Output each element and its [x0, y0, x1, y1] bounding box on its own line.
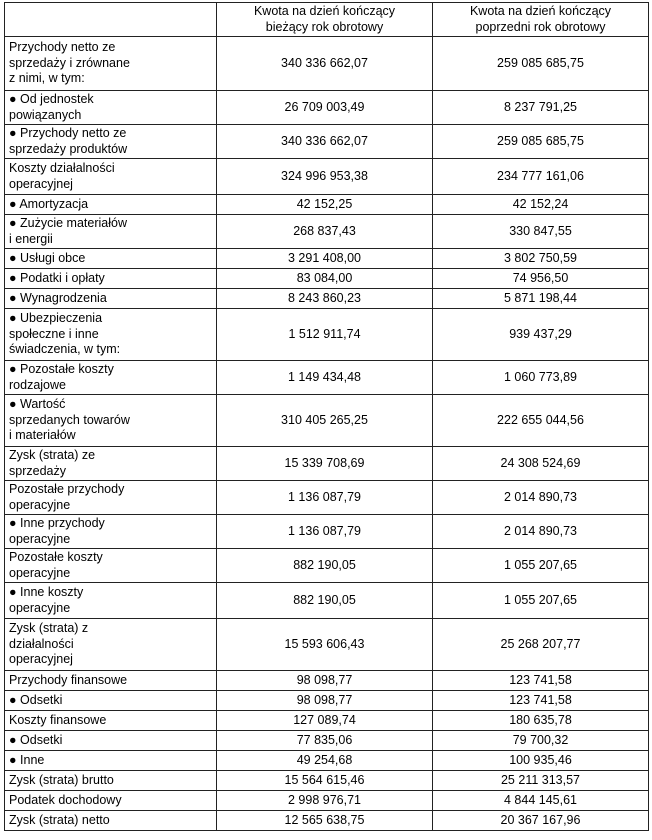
row-label-line: Przychody netto ze	[9, 40, 116, 55]
current-year-value: 8 243 860,23	[217, 289, 433, 309]
current-year-value: 83 084,00	[217, 269, 433, 289]
row-label-line: ● Wartość	[9, 397, 66, 412]
row-label-line: sprzedaży	[9, 463, 66, 478]
header-previous-line1: Kwota na dzień kończący	[469, 4, 612, 18]
current-year-value: 12 565 638,75	[217, 811, 433, 831]
row-label-line: Pozostałe koszty	[9, 550, 103, 564]
current-year-value: 324 996 953,38	[217, 159, 433, 195]
row-label	[5, 361, 217, 395]
row-label-line: Zysk (strata) ze	[9, 448, 96, 462]
previous-year-value: 4 844 145,61	[433, 791, 649, 811]
row-label	[5, 731, 217, 751]
table-row	[5, 289, 649, 309]
row-label-line: Zysk (strata) netto	[9, 812, 110, 827]
row-label-line: ● Usługi obce	[9, 250, 86, 265]
table-row	[5, 771, 649, 791]
header-previous-line2: poprzedni rok obrotowy	[475, 19, 606, 34]
previous-year-value: 25 268 207,77	[433, 619, 649, 671]
financial-statement-table	[4, 2, 649, 831]
current-year-value: 3 291 408,00	[217, 249, 433, 269]
row-label	[5, 619, 217, 671]
current-year-value: 15 339 708,69	[217, 447, 433, 481]
current-year-value: 268 837,43	[217, 215, 433, 249]
table-row	[5, 583, 649, 619]
previous-year-value: 2 014 890,73	[433, 515, 649, 549]
table-row	[5, 159, 649, 195]
header-label-column	[5, 3, 217, 37]
row-label	[5, 671, 217, 691]
row-label-line: Zysk (strata) z	[9, 621, 89, 636]
row-label-line: społeczne i inne	[9, 326, 99, 341]
table-row	[5, 249, 649, 269]
row-label	[5, 549, 217, 583]
table-row	[5, 751, 649, 771]
table-row	[5, 811, 649, 831]
row-label-line: rodzajowe	[9, 377, 66, 392]
current-year-value: 98 098,77	[217, 691, 433, 711]
previous-year-value: 1 055 207,65	[433, 549, 649, 583]
row-label	[5, 771, 217, 791]
previous-year-value: 5 871 198,44	[433, 289, 649, 309]
row-label-line: ● Pozostałe koszty	[9, 362, 114, 376]
row-label	[5, 269, 217, 289]
previous-year-value: 1 055 207,65	[433, 583, 649, 619]
current-year-value: 98 098,77	[217, 671, 433, 691]
row-label-line: powiązanych	[9, 107, 82, 122]
table-row	[5, 691, 649, 711]
previous-year-value: 330 847,55	[433, 215, 649, 249]
previous-year-value: 42 152,24	[433, 195, 649, 215]
row-label	[5, 309, 217, 361]
current-year-value: 310 405 265,25	[217, 395, 433, 447]
row-label-line: operacyjne	[9, 600, 71, 615]
previous-year-value: 180 635,78	[433, 711, 649, 731]
row-label-line: Przychody finansowe	[9, 672, 128, 687]
current-year-value: 1 512 911,74	[217, 309, 433, 361]
row-label	[5, 91, 217, 125]
previous-year-value: 1 060 773,89	[433, 361, 649, 395]
header-row	[5, 3, 649, 37]
row-label-line: operacyjne	[9, 497, 71, 512]
table-row	[5, 215, 649, 249]
header-current-year	[217, 3, 433, 37]
previous-year-value: 2 014 890,73	[433, 481, 649, 515]
row-label	[5, 515, 217, 549]
row-label	[5, 583, 217, 619]
row-label	[5, 751, 217, 771]
table-row	[5, 395, 649, 447]
row-label-line: i materiałów	[9, 428, 76, 443]
previous-year-value: 3 802 750,59	[433, 249, 649, 269]
row-label-line: ● Przychody netto ze	[9, 126, 127, 140]
row-label	[5, 195, 217, 215]
row-label	[5, 395, 217, 447]
previous-year-value: 79 700,32	[433, 731, 649, 751]
current-year-value: 340 336 662,07	[217, 125, 433, 159]
row-label-line: i energii	[9, 231, 53, 246]
previous-year-value: 222 655 044,56	[433, 395, 649, 447]
table-row	[5, 731, 649, 751]
current-year-value: 49 254,68	[217, 751, 433, 771]
table-row	[5, 37, 649, 91]
previous-year-value: 8 237 791,25	[433, 91, 649, 125]
row-label	[5, 811, 217, 831]
previous-year-value: 100 935,46	[433, 751, 649, 771]
previous-year-value: 259 085 685,75	[433, 125, 649, 159]
row-label-line: ● Wynagrodzenia	[9, 290, 107, 305]
table-row	[5, 447, 649, 481]
table-row	[5, 195, 649, 215]
row-label-line: ● Inne koszty	[9, 585, 84, 599]
current-year-value: 15 564 615,46	[217, 771, 433, 791]
header-current-line1: Kwota na dzień kończący	[253, 4, 396, 18]
row-label-line: ● Amortyzacja	[9, 196, 89, 211]
header-previous-year	[433, 3, 649, 37]
row-label-line: operacyjne	[9, 531, 71, 546]
previous-year-value: 123 741,58	[433, 671, 649, 691]
previous-year-value: 20 367 167,96	[433, 811, 649, 831]
current-year-value: 26 709 003,49	[217, 91, 433, 125]
row-label-line: operacyjnej	[9, 652, 73, 667]
current-year-value: 127 089,74	[217, 711, 433, 731]
row-label-line: ● Inne przychody	[9, 516, 105, 530]
row-label	[5, 711, 217, 731]
table-row	[5, 549, 649, 583]
current-year-value: 340 336 662,07	[217, 37, 433, 91]
row-label-line: ● Ubezpieczenia	[9, 311, 103, 326]
header-current-line2: bieżący rok obrotowy	[265, 19, 384, 34]
previous-year-value: 25 211 313,57	[433, 771, 649, 791]
table-row	[5, 309, 649, 361]
row-label	[5, 215, 217, 249]
row-label	[5, 289, 217, 309]
row-label-line: działalności	[9, 636, 74, 651]
row-label-line: sprzedaży i zrównane	[9, 55, 130, 70]
current-year-value: 42 152,25	[217, 195, 433, 215]
row-label-line: Koszty działalności	[9, 161, 115, 175]
row-label	[5, 159, 217, 195]
current-year-value: 1 136 087,79	[217, 481, 433, 515]
row-label-line: sprzedaży produktów	[9, 141, 128, 156]
previous-year-value: 234 777 161,06	[433, 159, 649, 195]
previous-year-value: 24 308 524,69	[433, 447, 649, 481]
row-label	[5, 125, 217, 159]
row-label-line: Zysk (strata) brutto	[9, 772, 114, 787]
current-year-value: 882 190,05	[217, 549, 433, 583]
table-row	[5, 515, 649, 549]
row-label-line: operacyjnej	[9, 176, 73, 191]
row-label-line: sprzedanych towarów	[9, 412, 130, 427]
row-label-line: z nimi, w tym:	[9, 71, 85, 86]
table-row	[5, 361, 649, 395]
current-year-value: 15 593 606,43	[217, 619, 433, 671]
previous-year-value: 259 085 685,75	[433, 37, 649, 91]
current-year-value: 1 149 434,48	[217, 361, 433, 395]
current-year-value: 2 998 976,71	[217, 791, 433, 811]
row-label-line: ● Inne	[9, 752, 45, 767]
row-label-line: ● Odsetki	[9, 692, 63, 707]
row-label-line: ● Od jednostek	[9, 92, 94, 106]
previous-year-value: 939 437,29	[433, 309, 649, 361]
row-label	[5, 447, 217, 481]
table-row	[5, 269, 649, 289]
table-row	[5, 91, 649, 125]
row-label	[5, 249, 217, 269]
current-year-value: 77 835,06	[217, 731, 433, 751]
row-label-line: ● Zużycie materiałów	[9, 216, 127, 230]
previous-year-value: 74 956,50	[433, 269, 649, 289]
table-row	[5, 481, 649, 515]
current-year-value: 1 136 087,79	[217, 515, 433, 549]
row-label-line: ● Odsetki	[9, 732, 63, 747]
row-label	[5, 481, 217, 515]
row-label-line: świadczenia, w tym:	[9, 342, 121, 357]
table-row	[5, 671, 649, 691]
table-row	[5, 711, 649, 731]
row-label-line: Pozostałe przychody	[9, 482, 125, 496]
row-label-line: Koszty finansowe	[9, 712, 107, 727]
row-label	[5, 791, 217, 811]
table-body	[5, 37, 649, 831]
table-row	[5, 125, 649, 159]
table-row	[5, 791, 649, 811]
previous-year-value: 123 741,58	[433, 691, 649, 711]
row-label-line: Podatek dochodowy	[9, 792, 122, 807]
row-label	[5, 691, 217, 711]
row-label-line: operacyjne	[9, 565, 71, 580]
current-year-value: 882 190,05	[217, 583, 433, 619]
row-label	[5, 37, 217, 91]
row-label-line: ● Podatki i opłaty	[9, 270, 105, 285]
table-row	[5, 619, 649, 671]
